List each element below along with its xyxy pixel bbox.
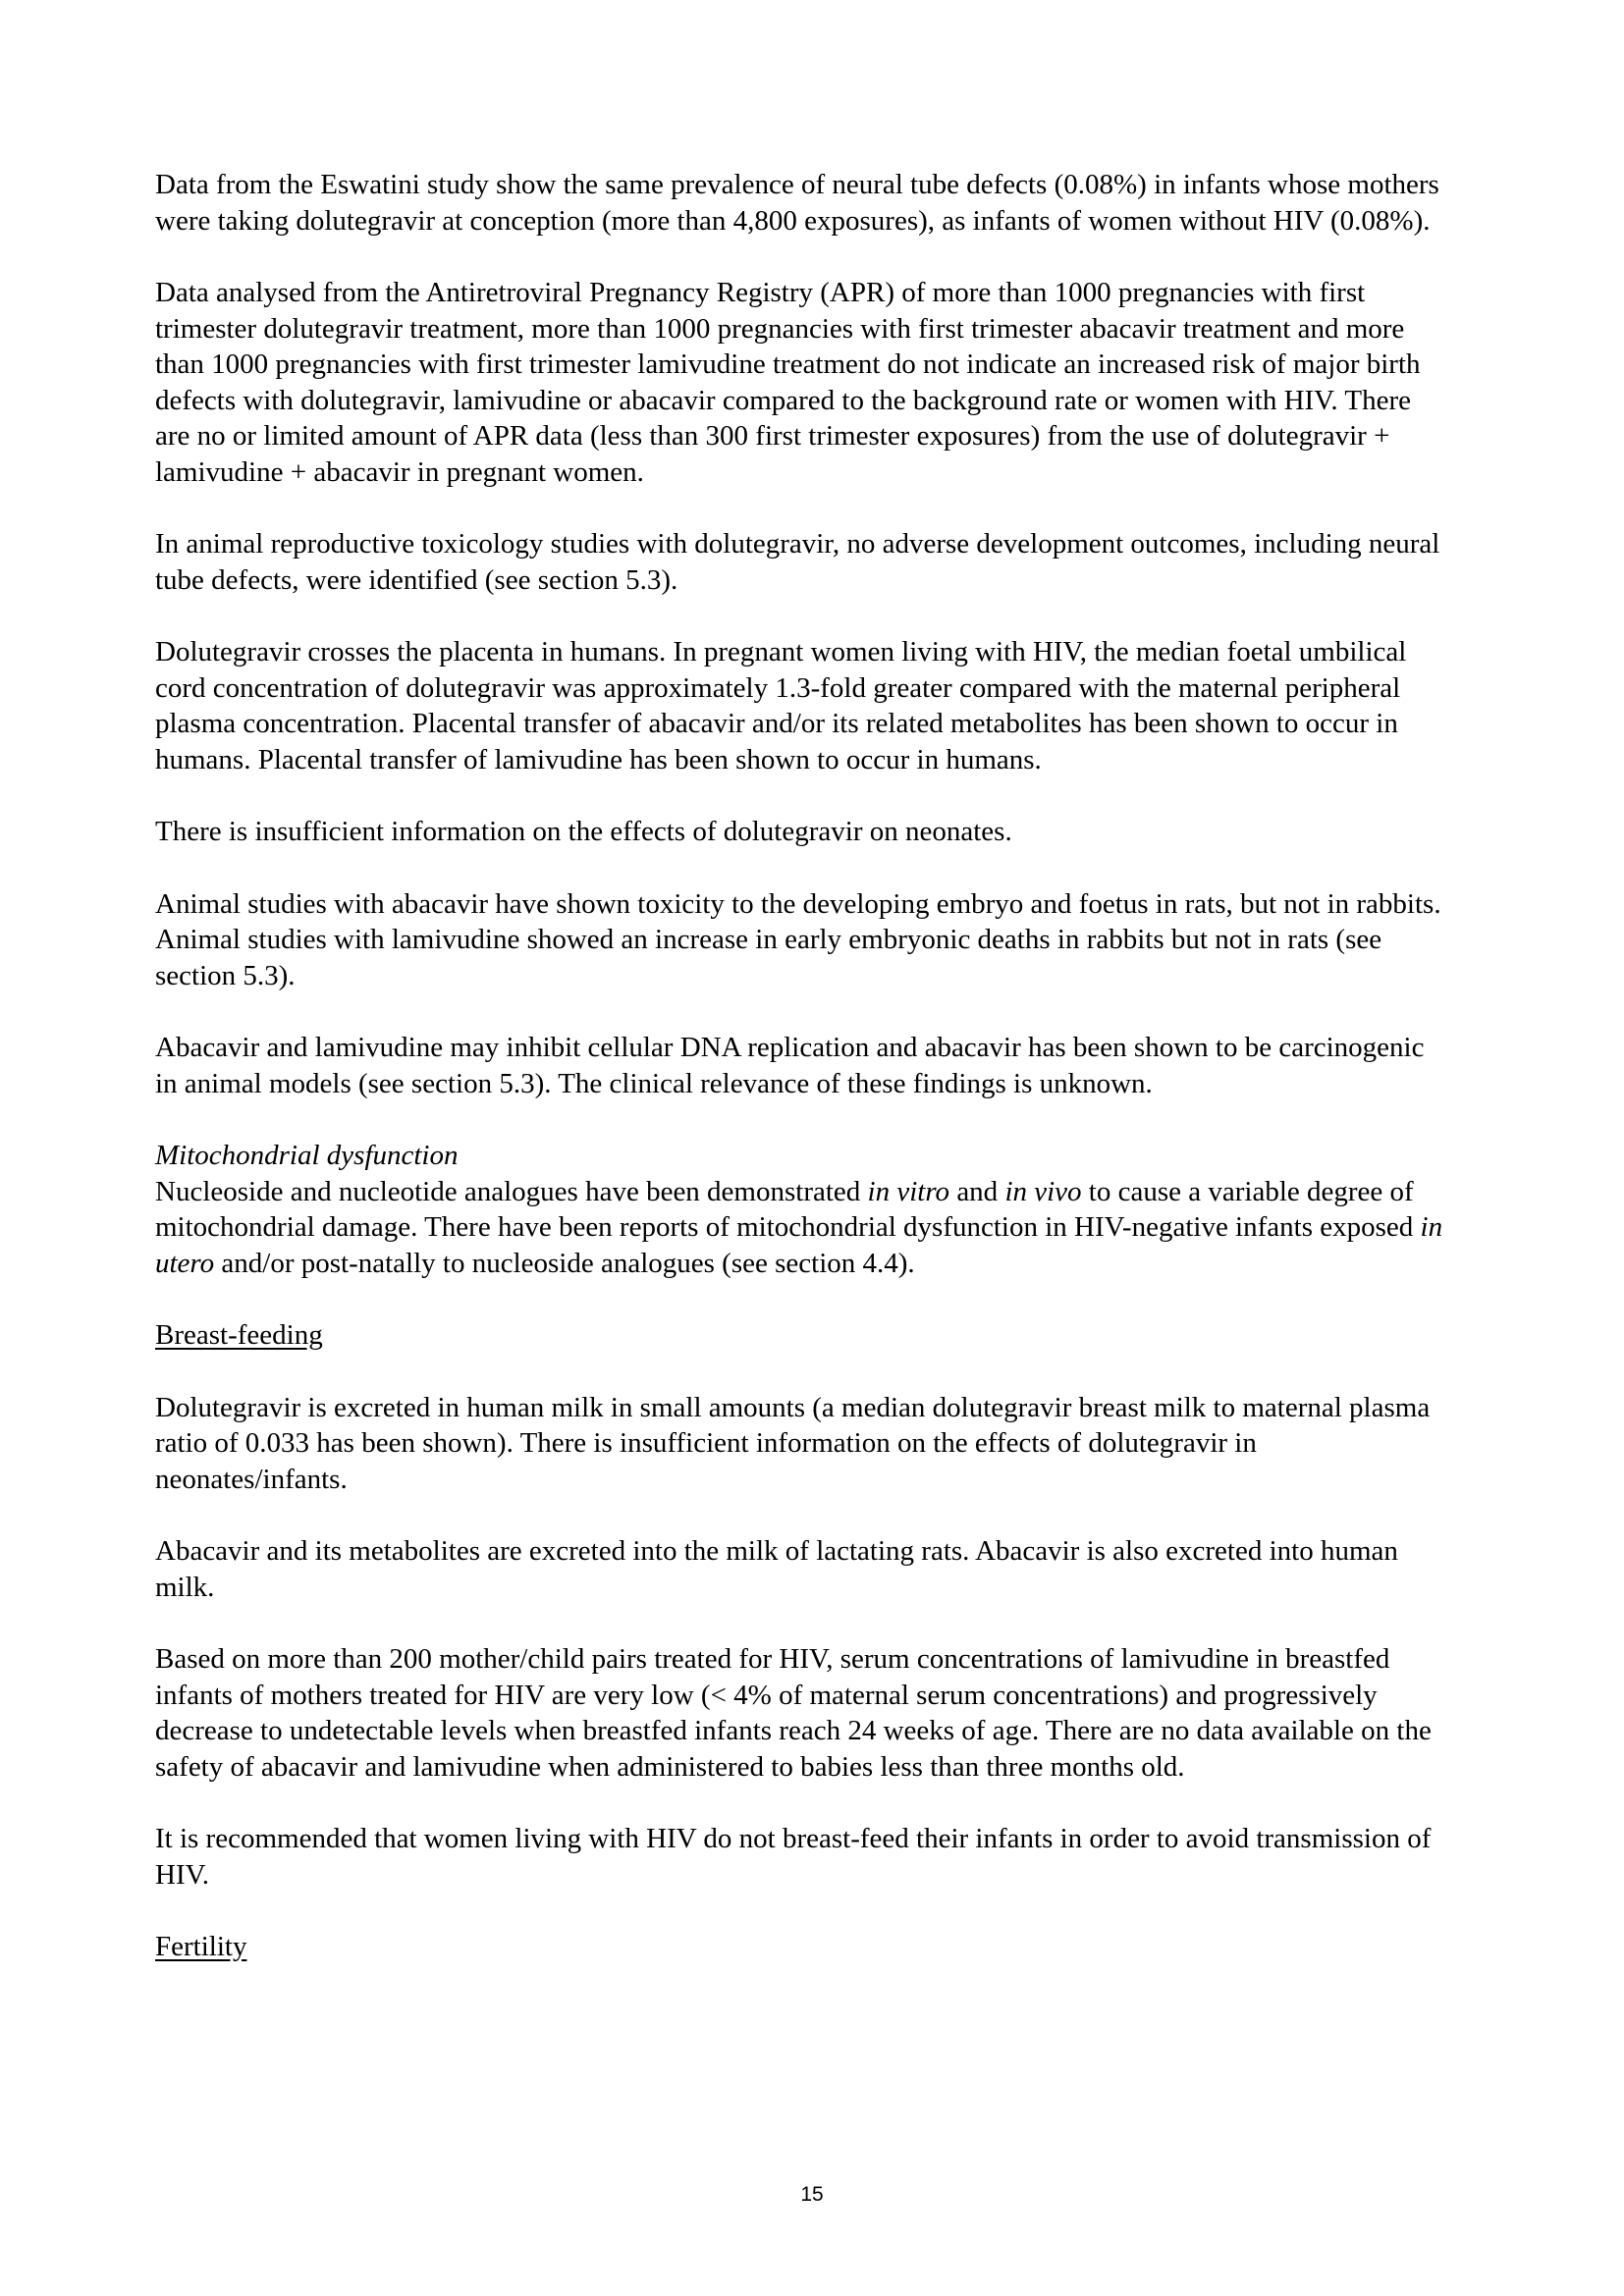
paragraph-breastfeeding-lamivudine: Based on more than 200 mother/child pairs treated for HIV, serum concentrations of lamivudine in breastfed infants of mothers treated for HIV are very low (< 4% of maternal serum concentrations) and progressively decrease to undetectable levels when breastfed infants reach 24 weeks of age. There are no data available on the safety of abacavir and lamivudine when administered to babies less than three months old.: [155, 1643, 1432, 1783]
mito-text-1: Nucleoside and nucleotide analogues have been demonstrated: [155, 1175, 868, 1207]
paragraph-eswatini-study: Data from the Eswatini study show the same prevalence of neural tube defects (0.08%) in infants whose mothers were taking dolutegravir at conception (more than 4,800 exposures), as infants of women without HIV (0.08%).: [155, 169, 1439, 237]
mito-italic-in-vitro: in vitro: [867, 1175, 950, 1207]
mito-text-3: to cause a variable degree of mitochondrial damage. There have been reports of mitochondrial dysfunction in HIV-negative infants exposed: [155, 1175, 1421, 1243]
mito-text-2: and: [949, 1175, 1005, 1207]
mito-text-4: and/or post-natally to nucleoside analogues (see section 4.4).: [214, 1247, 915, 1279]
paragraph-animal-toxicology: In animal reproductive toxicology studies with dolutegravir, no adverse development outcomes, including neural tube defects, were identified (see section 5.3).: [155, 528, 1440, 596]
paragraph-breastfeeding-dolutegravir: Dolutegravir is excreted in human milk in small amounts (a median dolutegravir breast milk to maternal plasma ratio of 0.033 has been shown). There is insufficient information on the effects of dolutegravir in neonates/infants.: [155, 1391, 1431, 1495]
mito-italic-in-utero: in utero: [155, 1211, 1443, 1279]
page-number: 15: [800, 2183, 824, 2206]
heading-breast-feeding: Breast-feeding: [155, 1319, 323, 1351]
section-mitochondrial-dysfunction: [155, 1138, 1451, 1281]
heading-mitochondrial-dysfunction: Mitochondrial dysfunction: [155, 1140, 459, 1171]
paragraph-breastfeeding-abacavir: Abacavir and its metabolites are excreted into the milk of lactating rats. Abacavir is also excreted into human milk.: [155, 1535, 1398, 1603]
document-page: [155, 167, 1451, 2002]
paragraph-placenta: Dolutegravir crosses the placenta in humans. In pregnant women living with HIV, the median foetal umbilical cord concentration of dolutegravir was approximately 1.3-fold greater compared with the maternal peripheral plasma concentration. Placental transfer of abacavir and/or its related metabolites has been shown to occur in humans. Placental transfer of lamivudine has been shown to occur in humans.: [155, 636, 1407, 775]
heading-fertility: Fertility: [155, 1931, 247, 1962]
paragraph-mitochondrial: [155, 1174, 1451, 1282]
paragraph-dna-replication: Abacavir and lamivudine may inhibit cellular DNA replication and abacavir has been shown to be carcinogenic in animal models (see section 5.3). The clinical relevance of these findings is unknown.: [155, 1032, 1425, 1099]
mito-italic-in-vivo: in vivo: [1004, 1175, 1082, 1207]
paragraph-breastfeeding-recommendation: It is recommended that women living with HIV do not breast-feed their infants in order to avoid transmission of HIV.: [155, 1823, 1432, 1891]
paragraph-neonates: There is insufficient information on the effects of dolutegravir on neonates.: [155, 816, 1012, 847]
paragraph-animal-studies: Animal studies with abacavir have shown toxicity to the developing embryo and foetus in rats, but not in rabbits. Animal studies with lamivudine showed an increase in early embryonic deaths in rabbits but not in rats (see section 5.3).: [155, 887, 1441, 991]
paragraph-apr-data: Data analysed from the Antiretroviral Pregnancy Registry (APR) of more than 1000 pregnancies with first trimester dolutegravir treatment, more than 1000 pregnancies with first trimester abacavir treatment and more than 1000 pregnancies with first trimester lamivudine treatment do not indicate an increased risk of major birth defects with dolutegravir, lamivudine or abacavir compared to the background rate or women with HIV. There are no or limited amount of APR data (less than 300 first trimester exposures) from the use of dolutegravir + lamivudine + abacavir in pregnant women.: [155, 277, 1421, 488]
